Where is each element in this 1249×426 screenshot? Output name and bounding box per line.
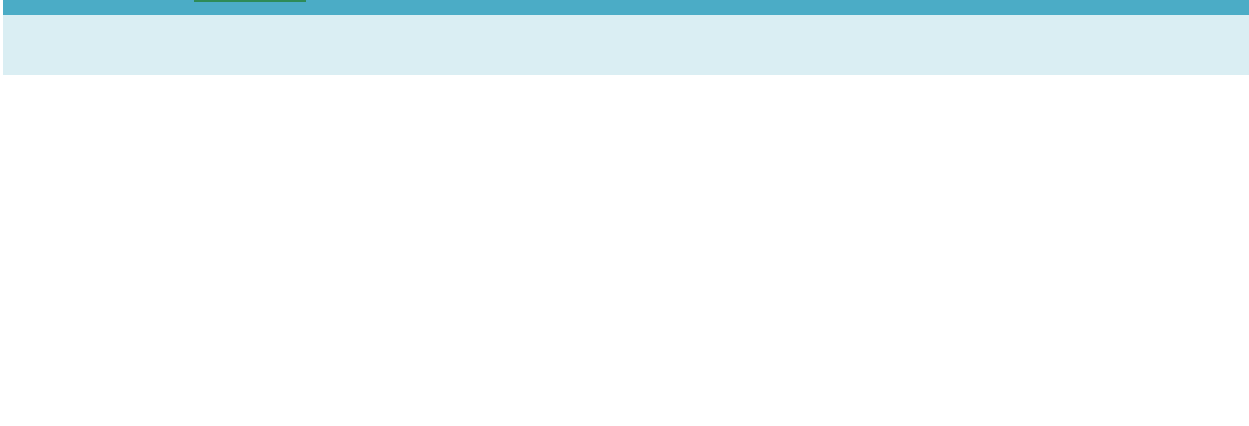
selection-indicator (194, 0, 306, 2)
title-bar (3, 0, 1249, 15)
